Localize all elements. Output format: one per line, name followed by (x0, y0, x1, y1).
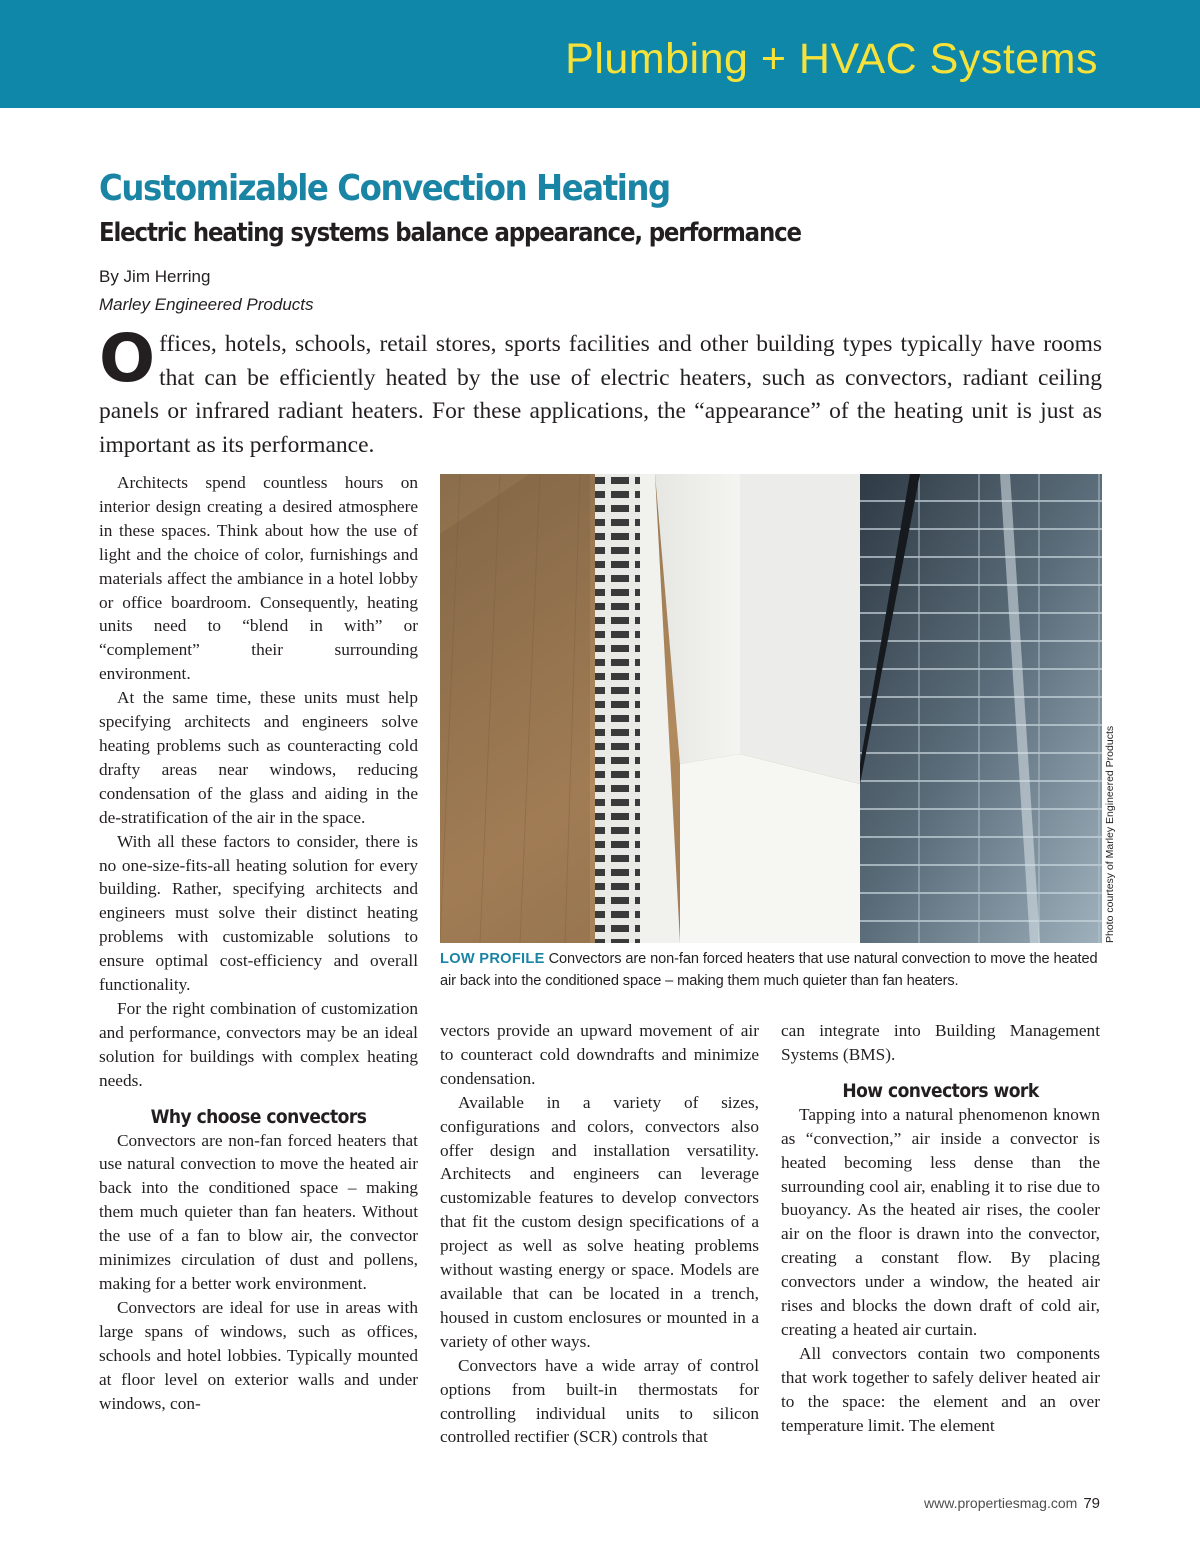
section-title: Plumbing + HVAC Systems (565, 35, 1098, 83)
paragraph: can integrate into Building Management Systems (BMS). (781, 1021, 1100, 1064)
paragraph: At the same time, these units must help specifying architects and engineers solve heating problems such as counteracting cold drafty areas near windows, reducing condensation of the glass and aiding in the de-stratification of the air in the space. (99, 688, 418, 827)
drop-cap: O (99, 320, 156, 397)
page-number: 79 (1083, 1495, 1100, 1512)
column-1 (99, 471, 418, 1415)
byline: By Jim Herring (99, 267, 211, 286)
lede-text: ffices, hotels, schools, retail stores, sports facilities and other building types typically have rooms that can be efficiently heated by the use of electric heaters, such as convectors, radiant ceiling panels or infrared radiant heaters. For these applications, the “appearance” of the heating unit is just as important as its performance. (99, 331, 1102, 458)
paragraph: Architects spend countless hours on interior design creating a desired atmosphere in these spaces. Think about how the use of light and the choice of color, furnishings and materials affect the ambiance in a hotel lobby or office boardroom. Consequently, heating units need to “blend in with” or “complement” their surrounding environment. (99, 473, 418, 684)
article-title: Customizable Convection Heating (99, 168, 670, 209)
paragraph: vectors provide an upward movement of air to counteract cold downdrafts and minimize condensation. (440, 1021, 759, 1088)
photo-credit: Photo courtesy of Marley Engineered Products (1104, 725, 1116, 943)
caption-text: Convectors are non-fan forced heaters that use natural convection to move the heated air back into the conditioned space – making them much quieter than fan heaters. (440, 951, 1098, 989)
convector-photo-illustration (440, 474, 1102, 943)
lede-paragraph (99, 320, 1102, 462)
page-footer (924, 1495, 1100, 1512)
convector-photo (440, 474, 1102, 943)
paragraph: Tapping into a natural phenomenon known as “convection,” air inside a convector is heated becoming less dense than the surrounding cool air, enabling it to rise due to buoyancy. As the heated air rises, the cooler air on the floor is drawn into the convector, creating a constant flow. By placing convectors under a window, the heated air rises and blocks the down draft of cold air, creating a heated air curtain. (781, 1104, 1100, 1339)
article-subtitle: Electric heating systems balance appearance, performance (99, 218, 801, 248)
author-affiliation: Marley Engineered Products (99, 295, 314, 314)
paragraph: Convectors are non-fan forced heaters that use natural convection to move the heated air back into the conditioned space – making them much quieter than fan heaters. Without the use of a fan to blow air, the convector minimizes circulation of dust and pollens, making for a better work environment. (99, 1130, 418, 1293)
paragraph: With all these factors to consider, there is no one-size-fits-all heating solution for every building. Rather, specifying architects and engineers must solve their distinct heating problems with customizable solutions to ensure optimal cost-efficiency and overall functionality. (99, 831, 418, 995)
paragraph: Convectors are ideal for use in areas with large spans of windows, such as offices, schools and hotel lobbies. Typically mounted at floor level on exterior walls and under windows, con- (99, 1297, 418, 1413)
heading-how-convectors-work: How convectors work (842, 1079, 1039, 1102)
column-3 (781, 1019, 1100, 1438)
heading-why-choose-convectors: Why choose convectors (150, 1105, 367, 1128)
section-banner (0, 0, 1200, 108)
paragraph: Available in a variety of sizes, configurations and colors, convectors also offer design and installation versatility. Architects and engineers can leverage customizable features to develop convectors that fit the custom design specifications of a project as well as solve heating problems without wasting energy or space. Models are available that can be located in a trench, housed in custom enclosures or mounted in a variety of other ways. (440, 1092, 759, 1351)
column-2 (440, 1019, 759, 1449)
photo-caption (440, 948, 1102, 992)
paragraph: For the right combination of customization and performance, convectors may be an ideal solution for buildings with complex heating needs. (99, 998, 418, 1090)
paragraph: Convectors have a wide array of control options from built-in thermostats for controlling individual units to silicon controlled rectifier (SCR) controls that (440, 1355, 759, 1447)
caption-lead: LOW PROFILE (440, 951, 545, 967)
paragraph: All convectors contain two components that work together to safely deliver heated air to the space: the element and an over temperature limit. The element (781, 1343, 1100, 1435)
footer-url: www.propertiesmag.com (924, 1495, 1078, 1511)
